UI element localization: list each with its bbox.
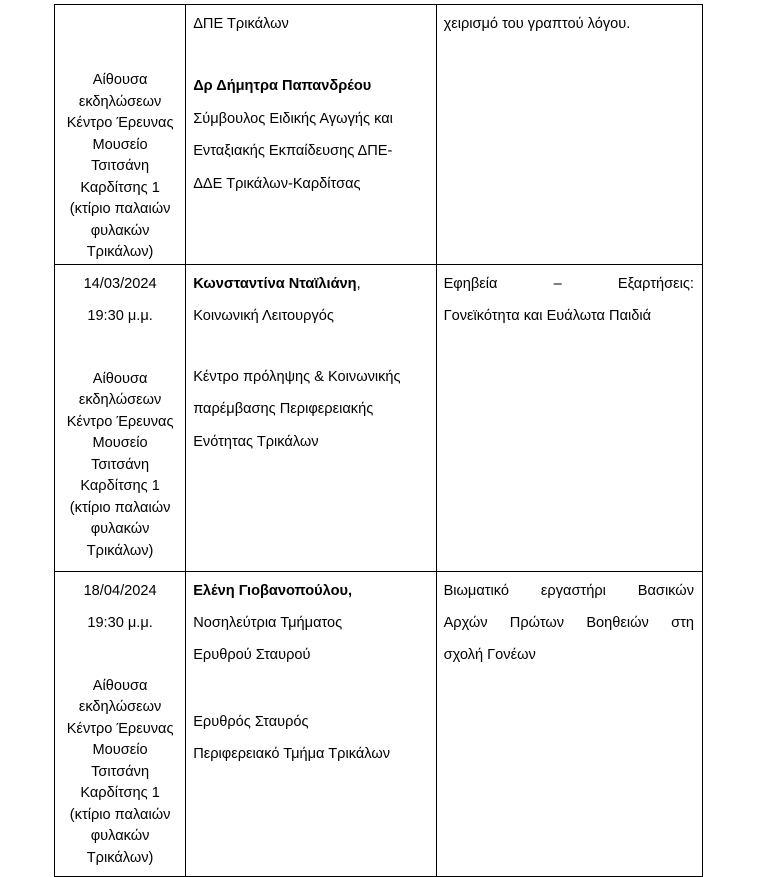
speaker-role-line: Σύμβουλος Ειδικής Αγωγής και xyxy=(193,110,393,127)
venue-cell xyxy=(55,5,186,265)
venue-text: Αίθουσα εκδηλώσεων Κέντρο Έρευνας Μουσείο Τσιτσάνη Καρδίτσης 1 (κτίριο παλαιών φυλακών Τρικάλων) xyxy=(66,72,174,260)
topic-line: Γονεϊκότητα και Ευάλωτα Παιδιά xyxy=(443,307,652,324)
speaker-name-suffix: , xyxy=(356,275,361,292)
speaker-org-line: Ενότητας Τρικάλων xyxy=(193,433,319,450)
speaker-cell xyxy=(186,571,436,876)
speaker-cell xyxy=(186,264,436,571)
topic-cell xyxy=(436,571,702,876)
speaker-name: Κωνσταντίνα Νταϊλιάνη xyxy=(193,275,357,292)
topic-cell xyxy=(436,5,702,265)
speaker-org-line: παρέμβασης Περιφερειακής xyxy=(193,401,374,417)
speaker-name-line xyxy=(193,265,429,303)
event-date: 14/03/2024 xyxy=(83,275,157,292)
topic-line: Βιωματικό εργαστήρι Βασικών xyxy=(443,582,694,599)
event-time: 19:30 μ.μ. xyxy=(87,614,153,631)
topic-cell xyxy=(436,264,702,571)
speaker-role-line: Ερυθρού Σταυρού xyxy=(193,646,311,663)
speaker-role-line: Ενταξιακής Εκπαίδευσης ΔΠΕ- xyxy=(193,143,393,159)
topic-line: σχολή Γονέων xyxy=(443,646,536,663)
speaker-role-line: Νοσηλεύτρια Τμήματος xyxy=(193,614,343,631)
events-table xyxy=(54,4,703,877)
speaker-name: Ελένη Γιοβανοπούλου, xyxy=(193,582,353,599)
table-row xyxy=(55,264,703,571)
speaker-org-line: Κέντρο πρόληψης & Κοινωνικής xyxy=(193,368,401,385)
speaker-org-line: Ερυθρός Σταυρός xyxy=(193,713,309,730)
event-time: 19:30 μ.μ. xyxy=(87,307,153,324)
venue-cell xyxy=(55,264,186,571)
speaker-role: Κοινωνική Λειτουργός xyxy=(193,307,334,324)
topic-line: Εφηβεία – Εξαρτήσεις: xyxy=(443,275,694,292)
event-date: 18/04/2024 xyxy=(83,582,157,599)
speaker-org-line: Περιφερειακό Τμήμα Τρικάλων xyxy=(193,746,391,762)
topic-line: Αρχών Πρώτων Βοηθειών στη xyxy=(443,614,694,631)
table-row xyxy=(55,5,703,265)
speaker-role-line: ΔΔΕ Τρικάλων-Καρδίτσας xyxy=(193,175,361,192)
topic-text: χειρισμό του γραπτού λόγου. xyxy=(443,16,631,32)
speaker-affiliation: ΔΠΕ Τρικάλων xyxy=(193,16,289,32)
venue-text: Αίθουσα εκδηλώσεων Κέντρο Έρευνας Μουσείο Τσιτσάνη Καρδίτσης 1 (κτίριο παλαιών φυλακών Τρικάλων) xyxy=(66,677,174,866)
speaker-cell xyxy=(186,5,436,265)
table-row xyxy=(55,571,703,876)
speaker-name: Δρ Δήμητρα Παπανδρέου xyxy=(193,78,372,94)
venue-cell xyxy=(55,571,186,876)
venue-text: Αίθουσα εκδηλώσεων Κέντρο Έρευνας Μουσείο Τσιτσάνη Καρδίτσης 1 (κτίριο παλαιών φυλακών Τρικάλων) xyxy=(66,370,174,559)
